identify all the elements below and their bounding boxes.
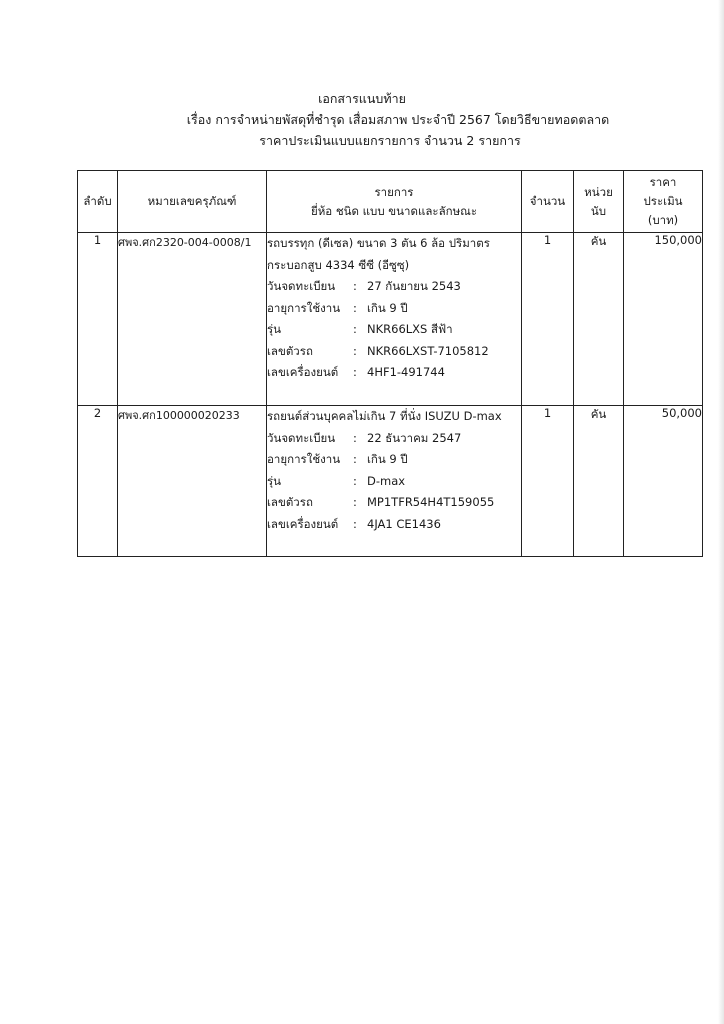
table-body: [78, 233, 703, 557]
col-header-price-line2: ประเมิน: [643, 194, 683, 208]
row-no: 2: [78, 406, 118, 557]
col-header-qty: จำนวน: [522, 171, 574, 233]
document-header: [0, 88, 724, 151]
item-description: รถบรรทุก (ดีเซล) ขนาด 3 ตัน 6 ล้อ ปริมาตรกระบอกสูบ 4334 ซีซี (อีซูซุ): [267, 236, 490, 272]
row-unit: คัน: [574, 233, 624, 406]
row-quantity: 1: [522, 406, 574, 557]
detail-chassis-number: เลขตัวรถ : NKR66LXST-7105812: [267, 343, 489, 358]
col-header-price-line3: (บาท): [647, 213, 679, 227]
detail-registration-date: วันจดทะเบียน : 22 ธันวาคม 2547: [267, 430, 462, 445]
col-header-description: [267, 171, 522, 233]
col-header-unit-line1: หน่วย: [584, 184, 613, 199]
table-row: [78, 233, 703, 406]
col-header-description-line2: ยี่ห้อ ชนิด แบบ ขนาดและลักษณะ: [310, 203, 478, 218]
col-header-unit-line2: นับ: [590, 203, 607, 218]
col-header-price-line1: ราคา: [649, 175, 677, 189]
detail-engine-number: เลขเครื่องยนต์ : 4HF1-491744: [267, 365, 445, 379]
detail-chassis-number: เลขตัวรถ : MP1TFR54H4T159055: [267, 495, 495, 509]
header-title: เอกสารแนบท้าย: [318, 91, 406, 106]
col-header-code: หมายเลขครุภัณฑ์: [118, 171, 267, 233]
header-summary: ราคาประเมินแบบแยกรายการ จำนวน 2 รายการ: [259, 133, 521, 148]
row-asset-code: ศพจ.ศก2320-004-0008/1: [118, 233, 267, 406]
table-row: [78, 406, 703, 557]
items-table: [77, 170, 703, 557]
row-no: 1: [78, 233, 118, 406]
col-header-no: ลำดับ: [78, 171, 118, 233]
detail-model: รุ่น : D-max: [267, 473, 406, 488]
row-asset-code: ศพจ.ศก100000020233: [118, 406, 267, 557]
col-header-price: [624, 171, 703, 233]
table-header: [78, 171, 703, 233]
detail-service-age: อายุการใช้งาน : เกิน 9 ปี: [267, 300, 408, 315]
detail-engine-number: เลขเครื่องยนต์ : 4JA1 CE1436: [267, 516, 441, 531]
row-price: 150,000: [624, 233, 703, 406]
item-description: รถยนต์ส่วนบุคคลไม่เกิน 7 ที่นั่ง ISUZU D-max: [267, 409, 502, 423]
detail-model: รุ่น : NKR66LXS สีฟ้า: [267, 322, 453, 336]
col-header-description-line1: รายการ: [374, 184, 414, 199]
row-description: [267, 233, 522, 406]
header-subject: เรื่อง การจำหน่ายพัสดุที่ชำรุด เสื่อมสภาพ ประจำปี 2567 โดยวิธีขายทอดตลาด: [186, 112, 610, 127]
col-header-unit: [574, 171, 624, 233]
row-unit: คัน: [574, 406, 624, 557]
row-quantity: 1: [522, 233, 574, 406]
row-price: 50,000: [624, 406, 703, 557]
row-description: [267, 406, 522, 557]
page-edge-shadow: [718, 0, 724, 1024]
detail-registration-date: วันจดทะเบียน : 27 กันยายน 2543: [267, 279, 461, 293]
detail-service-age: อายุการใช้งาน : เกิน 9 ปี: [267, 452, 408, 466]
